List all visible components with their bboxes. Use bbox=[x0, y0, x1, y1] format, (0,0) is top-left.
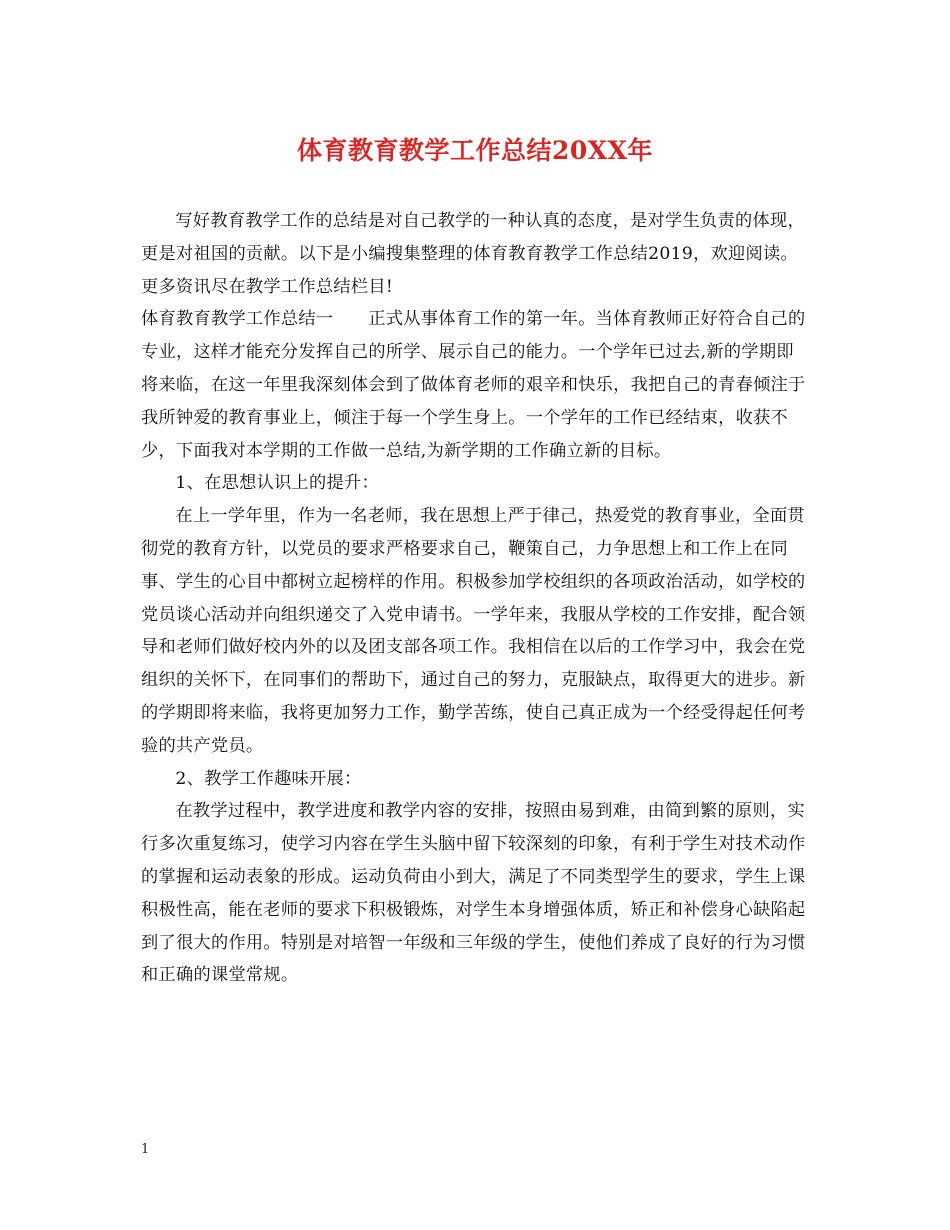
section-heading-thought: 1、在思想认识上的提升： bbox=[175, 473, 379, 494]
page-number: 1 bbox=[141, 1142, 150, 1157]
paragraph-summary-one: 体育教育教学工作总结一 正式从事体育工作的第一年。当体育教师正好符合自己的专业，这样才能充分发挥自己的所学、展示自己的能力。一个学年已过去,新的学期即将来临，在这一年里我深刻体会到了做体育老师的艰辛和快乐，我把自己的青春倾注于我所钟爱的教育事业上，倾注于每一个学生身上。一个学年的工作已经结束，收获不少，下面我对本学期的工作做一总结,为新学期的工作确立新的目标。 bbox=[141, 309, 806, 461]
paragraph-intro: 写好教育教学工作的总结是对自己教学的一种认真的态度，是对学生负责的体现，更是对祖国的贡献。以下是小编搜集整理的体育教育教学工作总结2019，欢迎阅读。更多资讯尽在教学工作总结栏目! bbox=[141, 211, 805, 297]
document-title: 体育教育教学工作总结20XX年 bbox=[296, 136, 654, 165]
section-heading-teaching: 2、教学工作趣味开展： bbox=[175, 768, 362, 789]
document-body bbox=[141, 205, 811, 992]
paragraph-thought: 在上一学年里，作为一名老师，我在思想上严于律己，热爱党的教育事业，全面贯彻党的教育方针，以党员的要求严格要求自己，鞭策自己，力争思想上和工作上在同事、学生的心目中都树立起榜样的作用。积极参加学校组织的各项政治活动，如学校的党员谈心活动并向组织递交了入党申请书。一学年来，我服从学校的工作安排，配合领导和老师们做好校内外的以及团支部各项工作。我相信在以后的工作学习中，我会在党组织的关怀下，在同事们的帮助下，通过自己的努力，克服缺点，取得更大的进步。新的学期即将来临，我将更加努力工作，勤学苦练，使自己真正成为一个经受得起任何考验的共产党员。 bbox=[141, 506, 806, 756]
paragraph-teaching: 在教学过程中，教学进度和教学内容的安排，按照由易到难，由简到繁的原则，实行多次重复练习，使学习内容在学生头脑中留下较深刻的印象，有利于学生对技术动作的掌握和运动表象的形成。运动负荷由小到大，满足了不同类型学生的要求，学生上课积极性高，能在老师的要求下积极锻炼，对学生本身增强体质，矫正和补偿身心缺陷起到了很大的作用。特别是对培智一年级和三年级的学生，使他们养成了良好的行为习惯和正确的课堂常规。 bbox=[141, 801, 806, 986]
